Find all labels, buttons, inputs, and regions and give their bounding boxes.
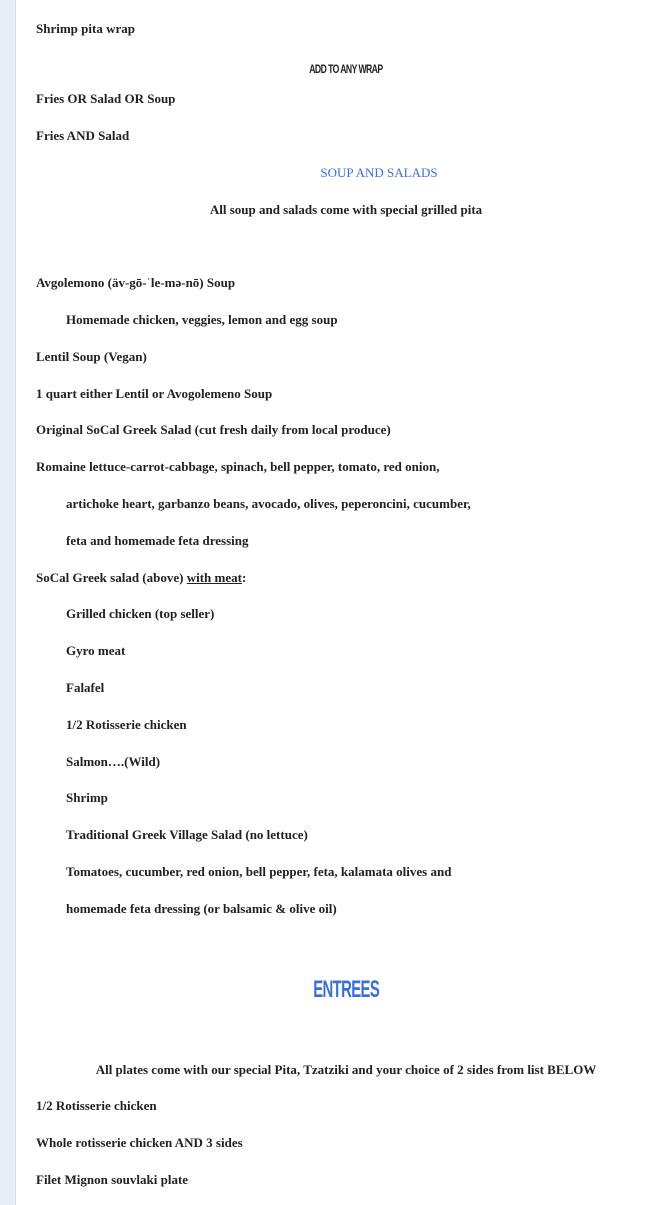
menu-item-village-salad: Traditional Greek Village Salad (no lettuce)	[66, 827, 308, 842]
soup-salads-note: All soup and salads come with special grilled pita	[209, 202, 483, 217]
menu-item-original-salad: Original SoCal Greek Salad (cut fresh daily from local produce)	[36, 422, 391, 437]
village-salad-desc-1: Tomatoes, cucumber, red onion, bell pepper, feta, kalamata olives and	[66, 864, 452, 879]
add-on-option-2: Fries AND Salad	[36, 128, 130, 143]
salad-with-meat-intro: SoCal Greek salad (above) with meat:	[36, 570, 247, 585]
menu-item-shrimp-pita-wrap: Shrimp pita wrap	[36, 21, 135, 36]
meat-option: Gyro meat	[66, 643, 126, 658]
menu-item-quart-soup: 1 quart either Lentil or Avogolemeno Soup	[36, 386, 273, 401]
original-salad-desc-3: feta and homemade feta dressing	[66, 533, 249, 548]
menu-item-lentil-soup: Lentil Soup (Vegan)	[36, 349, 147, 364]
entree-item: Filet Mignon souvlaki plate	[36, 1172, 189, 1187]
meat-option: Falafel	[66, 680, 105, 695]
meat-option: Grilled chicken (top seller)	[66, 606, 215, 621]
entrees-heading: ENTREES	[313, 976, 379, 1003]
entree-item: 1/2 Rotisserie chicken	[36, 1098, 157, 1113]
entrees-note: All plates come with our special Pita, Tzatziki and your choice of 2 sides from list BELOW	[95, 1062, 597, 1077]
entree-item: Whole rotisserie chicken AND 3 sides	[36, 1135, 243, 1150]
meat-option: Salmon….(Wild)	[66, 754, 161, 769]
with-meat-link: with meat	[186, 570, 242, 585]
soup-salads-heading[interactable]: SOUP AND SALADS	[320, 165, 438, 180]
add-to-wrap-heading: ADD TO ANY WRAP	[309, 62, 383, 76]
avgolemono-description: Homemade chicken, veggies, lemon and egg soup	[66, 312, 338, 327]
original-salad-desc-2: artichoke heart, garbanzo beans, avocado, olives, peperoncini, cucumber,	[66, 496, 471, 511]
meat-option: 1/2 Rotisserie chicken	[66, 717, 187, 732]
village-salad-desc-2: homemade feta dressing (or balsamic & olive oil)	[66, 901, 337, 916]
menu-item-avgolemono: Avgolemono (äv-gō-ˈle-mə-nō) Soup	[36, 275, 236, 290]
meat-option: Shrimp	[66, 790, 108, 805]
add-on-option-1: Fries OR Salad OR Soup	[36, 91, 176, 106]
menu-page	[15, 0, 650, 1205]
original-salad-desc-1: Romaine lettuce-carrot-cabbage, spinach, bell pepper, tomato, red onion,	[36, 459, 440, 474]
